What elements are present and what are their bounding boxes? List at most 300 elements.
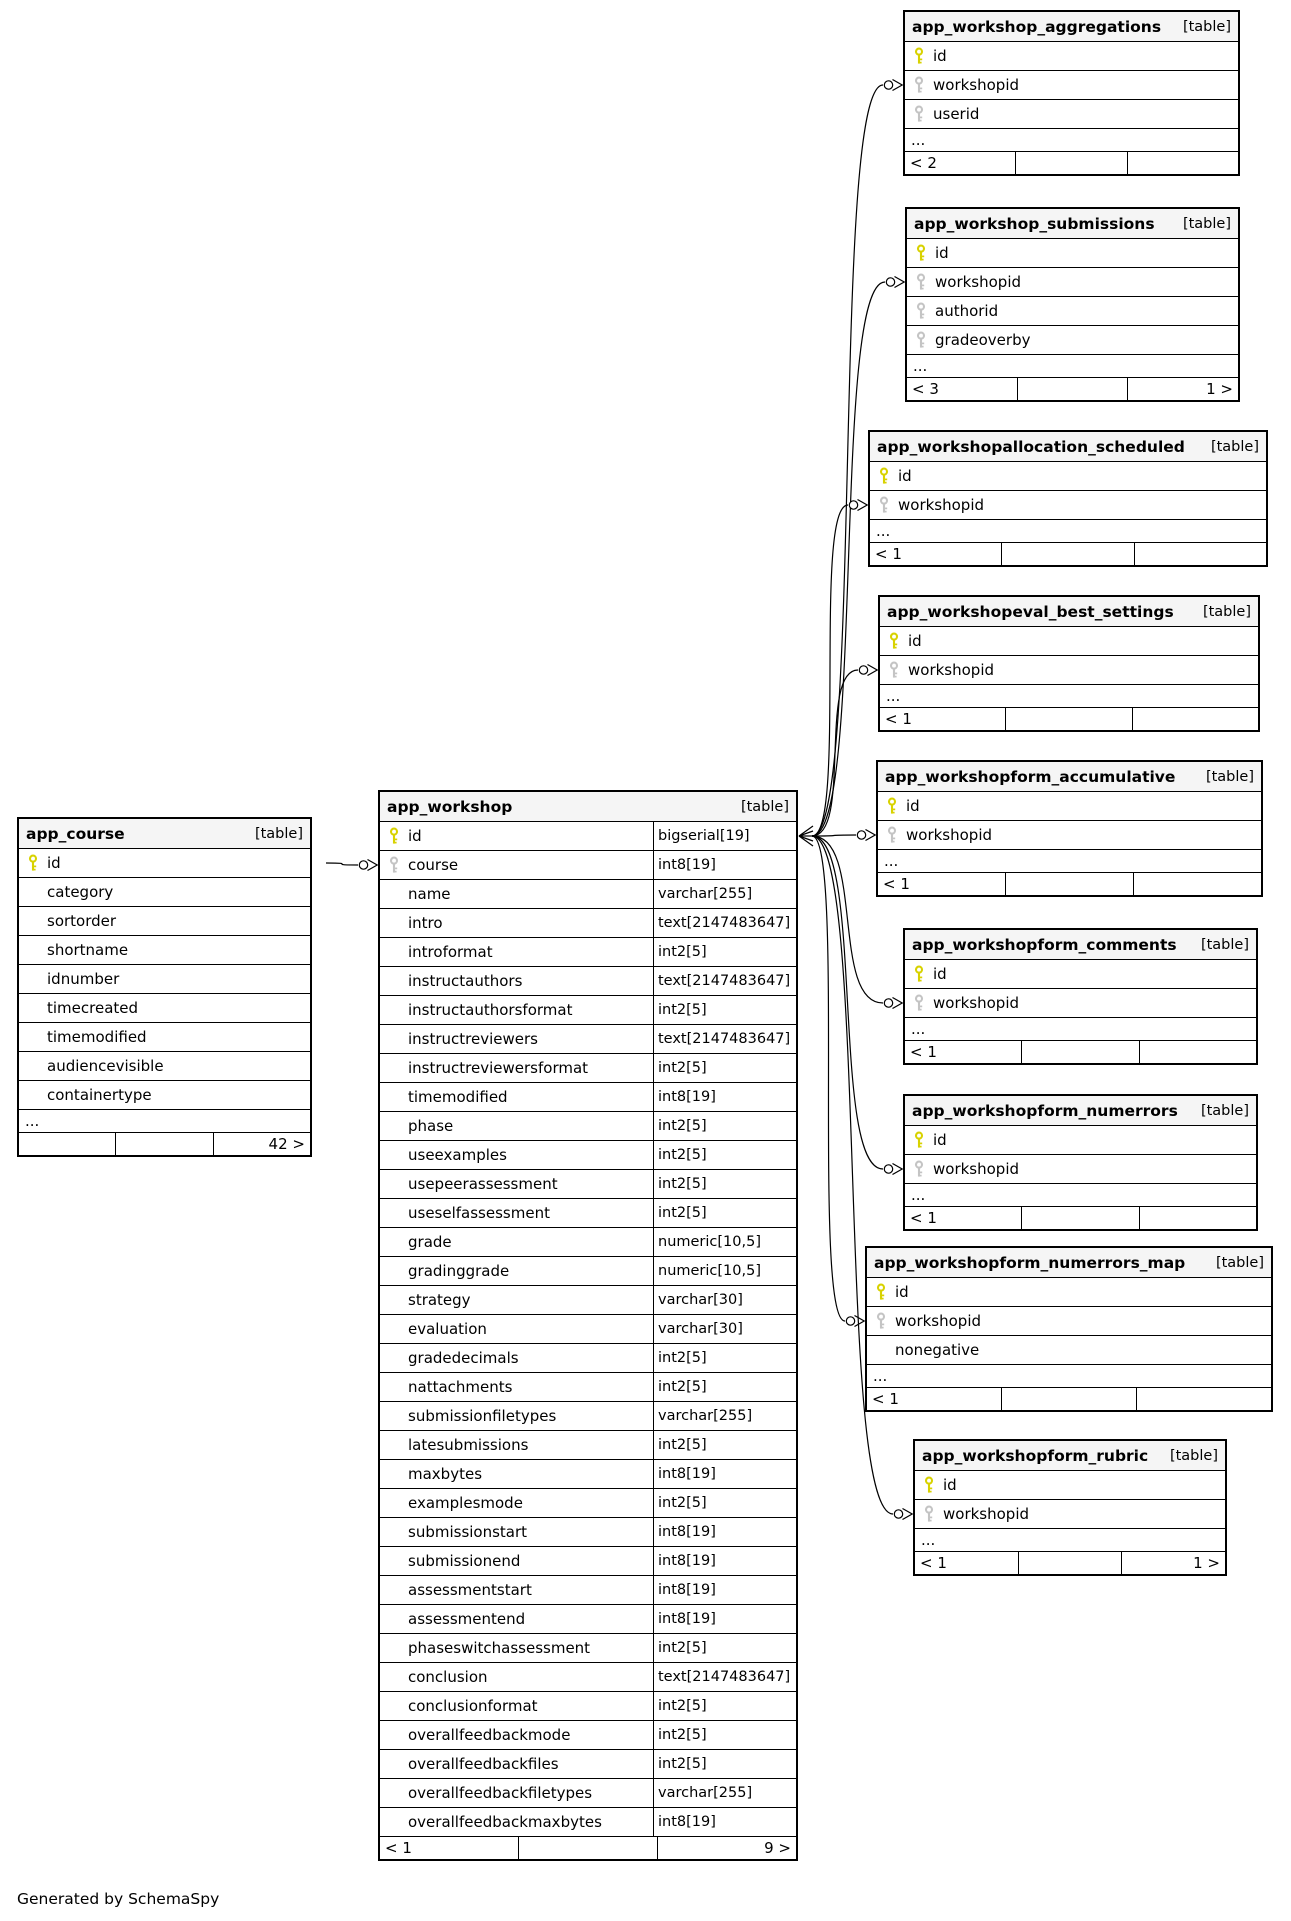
foreign-key-icon (905, 105, 933, 123)
footer-cell-mid (1001, 1388, 1136, 1410)
table-header (905, 1096, 1256, 1126)
table-header (905, 12, 1238, 42)
table-header (880, 597, 1258, 627)
table-title[interactable]: app_workshopform_numerrors_map (874, 1253, 1186, 1272)
column-name: gradeoverby (935, 331, 1031, 349)
ellipsis-row: ... (907, 355, 1238, 378)
relationship-arrowhead (893, 80, 903, 91)
column-name: workshopid (895, 1312, 982, 1330)
foreign-key-icon (907, 273, 935, 291)
column-name: submissionfiletypes (408, 1407, 557, 1425)
ellipsis-row: ... (905, 1018, 1256, 1041)
entity-table-app_workshopform_rubric[interactable] (913, 1439, 1227, 1576)
footer-cell-right (1139, 1207, 1256, 1229)
column-name: sortorder (47, 912, 117, 930)
table-header (380, 792, 796, 822)
column-name: course (408, 856, 459, 874)
column-name: category (47, 883, 114, 901)
column-name: conclusionformat (408, 1697, 538, 1715)
table-footer (915, 1552, 1225, 1574)
column-row (380, 1518, 796, 1547)
parent-arrowhead (799, 836, 813, 841)
column-row (907, 297, 1238, 326)
footer-cell-left: < 1 (872, 1390, 899, 1408)
table-tag: [table] (1205, 768, 1254, 785)
footer-cell-right: 42 > (213, 1133, 310, 1155)
relationship-line (812, 836, 893, 1514)
parent-arrowhead (799, 836, 813, 846)
column-row (867, 1278, 1271, 1307)
primary-key-icon (880, 632, 908, 650)
footer-cell-left (19, 1133, 115, 1155)
column-row (380, 1576, 796, 1605)
footer-cell-mid (115, 1133, 212, 1155)
relationship-line (812, 835, 856, 836)
table-title[interactable]: app_workshop (387, 797, 513, 816)
zero-or-many-circle (884, 1165, 892, 1173)
column-row (905, 960, 1256, 989)
footer-cell-left: < 3 (912, 380, 939, 398)
table-title[interactable]: app_workshopform_comments (912, 935, 1177, 954)
ellipsis-row: ... (19, 1110, 310, 1133)
zero-or-many-circle (857, 831, 865, 839)
table-tag: [table] (1200, 1102, 1249, 1119)
entity-table-app_workshopeval_best_settings[interactable] (878, 595, 1260, 732)
column-row (380, 1547, 796, 1576)
column-name: workshopid (898, 496, 985, 514)
column-name: workshopid (906, 826, 993, 844)
column-row (19, 994, 310, 1023)
column-type: int8[19] (653, 1605, 796, 1633)
column-row (380, 1054, 796, 1083)
table-header (915, 1441, 1225, 1471)
column-row (907, 326, 1238, 355)
column-name: id (898, 467, 912, 485)
column-type: int2[5] (653, 1199, 796, 1227)
entity-table-app_course[interactable] (17, 817, 312, 1157)
column-name: useselfassessment (408, 1204, 550, 1222)
table-header (907, 209, 1238, 239)
footer-cell-mid (1005, 873, 1133, 895)
table-tag: [table] (1200, 936, 1249, 953)
primary-key-icon (915, 1476, 943, 1494)
entity-table-app_workshop_aggregations[interactable] (903, 10, 1240, 176)
footer-cell-left: < 1 (910, 1209, 937, 1227)
column-name: workshopid (935, 273, 1022, 291)
table-title[interactable]: app_workshopform_rubric (922, 1446, 1149, 1465)
relationship-arrowhead (893, 1164, 903, 1175)
column-row (19, 965, 310, 994)
column-row (870, 491, 1266, 520)
column-type: int2[5] (653, 1054, 796, 1082)
column-row (380, 1779, 796, 1808)
column-name: assessmentstart (408, 1581, 532, 1599)
foreign-key-icon (915, 1505, 943, 1523)
primary-key-icon (867, 1283, 895, 1301)
footer-cell-mid (1018, 1552, 1122, 1574)
table-title[interactable]: app_workshopeval_best_settings (887, 602, 1174, 621)
column-name: instructreviewers (408, 1030, 538, 1048)
relationship-arrowhead (893, 998, 903, 1009)
primary-key-icon (905, 965, 933, 983)
column-name: maxbytes (408, 1465, 483, 1483)
zero-or-many-circle (894, 1510, 902, 1518)
column-row (380, 909, 796, 938)
footer-cell-left: < 1 (875, 545, 902, 563)
column-type: varchar[255] (653, 1779, 796, 1807)
column-row (380, 967, 796, 996)
primary-key-icon (878, 797, 906, 815)
ellipsis-row: ... (867, 1365, 1271, 1388)
column-row (19, 1081, 310, 1110)
column-name: id (408, 827, 422, 845)
column-row (380, 1286, 796, 1315)
column-type: int2[5] (653, 1431, 796, 1459)
column-row (380, 938, 796, 967)
column-row (19, 907, 310, 936)
footer-cell-mid (1015, 152, 1126, 174)
column-row (380, 1373, 796, 1402)
column-type: int2[5] (653, 1692, 796, 1720)
column-name: submissionstart (408, 1523, 528, 1541)
primary-key-icon (870, 467, 898, 485)
footer-cell-right (1139, 1041, 1256, 1063)
column-row (380, 1692, 796, 1721)
column-type: text[2147483647] (653, 909, 796, 937)
relationship-arrowhead (868, 665, 878, 676)
table-tag: [table] (1182, 215, 1231, 232)
column-type: int8[19] (653, 1518, 796, 1546)
table-footer (907, 378, 1238, 400)
ellipsis-row: ... (878, 850, 1261, 873)
table-title[interactable]: app_workshopform_accumulative (885, 767, 1176, 786)
zero-or-many-circle (359, 861, 367, 869)
table-tag: [table] (1202, 603, 1251, 620)
table-header (867, 1248, 1271, 1278)
footer-cell-right: 1 > (1127, 378, 1238, 400)
column-name: overallfeedbackfiles (408, 1755, 559, 1773)
column-name: id (47, 854, 61, 872)
column-row (380, 1605, 796, 1634)
footer-cell-left: < 1 (920, 1554, 947, 1572)
relationship-arrowhead (368, 860, 378, 871)
column-name: instructauthorsformat (408, 1001, 573, 1019)
column-row (380, 1025, 796, 1054)
relationship-line (812, 505, 848, 836)
relationship-arrowhead (855, 1316, 865, 1327)
column-row (380, 1170, 796, 1199)
column-name: idnumber (47, 970, 120, 988)
column-row (905, 71, 1238, 100)
column-name: id (933, 1131, 947, 1149)
primary-key-icon (905, 47, 933, 65)
zero-or-many-circle (849, 501, 857, 509)
table-footer (880, 708, 1258, 730)
column-name: workshopid (943, 1505, 1030, 1523)
relationship-arrowhead (866, 830, 876, 841)
column-type: int2[5] (653, 1112, 796, 1140)
column-row (380, 1808, 796, 1837)
column-row (878, 821, 1261, 850)
footer-cell-right (1132, 708, 1258, 730)
column-type: int2[5] (653, 996, 796, 1024)
column-name: useexamples (408, 1146, 507, 1164)
column-name: containertype (47, 1086, 152, 1104)
column-type: varchar[30] (653, 1286, 796, 1314)
relationship-arrowhead (903, 1509, 913, 1520)
column-type: int8[19] (653, 1576, 796, 1604)
footer-cell-right (1134, 543, 1266, 565)
footer-cell-right (1136, 1388, 1271, 1410)
column-name: workshopid (933, 994, 1020, 1012)
footer-cell-right: 1 > (1121, 1552, 1225, 1574)
table-tag: [table] (1182, 18, 1231, 35)
footer-cell-left: < 1 (385, 1839, 412, 1857)
column-type: bigserial[19] (653, 822, 796, 850)
column-name: usepeerassessment (408, 1175, 558, 1193)
column-name: authorid (935, 302, 999, 320)
parent-arrowhead (799, 831, 813, 836)
table-header (905, 930, 1256, 960)
column-row (19, 936, 310, 965)
column-row (19, 849, 310, 878)
foreign-key-icon (867, 1312, 895, 1330)
table-title[interactable]: app_workshopform_numerrors (912, 1101, 1178, 1120)
foreign-key-icon (878, 826, 906, 844)
column-name: timemodified (408, 1088, 508, 1106)
column-row (867, 1307, 1271, 1336)
column-row (380, 880, 796, 909)
primary-key-icon (907, 244, 935, 262)
column-row (880, 656, 1258, 685)
ellipsis-row: ... (870, 520, 1266, 543)
column-type: varchar[255] (653, 880, 796, 908)
column-name: nonegative (895, 1341, 980, 1359)
zero-or-many-circle (884, 81, 892, 89)
column-name: timecreated (47, 999, 139, 1017)
foreign-key-icon (905, 1160, 933, 1178)
relationship-arrowhead (858, 500, 868, 511)
column-type: int2[5] (653, 1750, 796, 1778)
column-row (380, 996, 796, 1025)
table-title[interactable]: app_workshop_submissions (914, 214, 1155, 233)
column-row (880, 627, 1258, 656)
column-type: int2[5] (653, 1721, 796, 1749)
column-type: int2[5] (653, 938, 796, 966)
zero-or-many-circle (886, 278, 894, 286)
footer-cell-mid (1021, 1041, 1138, 1063)
column-row (380, 851, 796, 880)
column-name: id (908, 632, 922, 650)
column-name: overallfeedbackmaxbytes (408, 1813, 602, 1831)
column-row (19, 1023, 310, 1052)
foreign-key-icon (907, 302, 935, 320)
column-row (380, 1663, 796, 1692)
column-name: id (933, 47, 947, 65)
table-footer (905, 1207, 1256, 1229)
table-footer (380, 1837, 796, 1859)
entity-table-app_workshopallocation_scheduled[interactable] (868, 430, 1268, 567)
footer-cell-left: < 1 (885, 710, 912, 728)
ellipsis-row: ... (880, 685, 1258, 708)
footer-cell-mid (1005, 708, 1131, 730)
column-row (380, 1112, 796, 1141)
column-name: id (906, 797, 920, 815)
column-row (380, 1228, 796, 1257)
column-name: id (933, 965, 947, 983)
table-tag: [table] (254, 825, 303, 842)
table-header (19, 819, 310, 849)
column-row (380, 1141, 796, 1170)
column-name: workshopid (933, 1160, 1020, 1178)
column-row (905, 1155, 1256, 1184)
column-name: timemodified (47, 1028, 147, 1046)
column-row (905, 100, 1238, 129)
column-row (380, 1634, 796, 1663)
column-name: evaluation (408, 1320, 487, 1338)
column-type: int8[19] (653, 1460, 796, 1488)
entity-table-app_workshopform_numerrors[interactable] (903, 1094, 1258, 1231)
column-name: overallfeedbackmode (408, 1726, 571, 1744)
column-name: intro (408, 914, 443, 932)
column-name: phaseswitchassessment (408, 1639, 591, 1657)
ellipsis-row: ... (905, 1184, 1256, 1207)
footer-cell-right (1127, 152, 1238, 174)
table-footer (905, 152, 1238, 174)
ellipsis-row: ... (915, 1529, 1225, 1552)
footer-cell-right: 9 > (657, 1837, 796, 1859)
table-footer (878, 873, 1261, 895)
foreign-key-icon (905, 994, 933, 1012)
column-row (19, 878, 310, 907)
column-type: text[2147483647] (653, 1025, 796, 1053)
column-row (380, 1344, 796, 1373)
column-name: submissionend (408, 1552, 521, 1570)
column-row (380, 1315, 796, 1344)
zero-or-many-circle (846, 1317, 854, 1325)
column-name: instructauthors (408, 972, 523, 990)
primary-key-icon (380, 827, 408, 845)
column-type: numeric[10,5] (653, 1228, 796, 1256)
column-row (915, 1500, 1225, 1529)
column-type: varchar[255] (653, 1402, 796, 1430)
column-name: introformat (408, 943, 493, 961)
column-name: instructreviewersformat (408, 1059, 589, 1077)
column-name: gradedecimals (408, 1349, 519, 1367)
foreign-key-icon (905, 76, 933, 94)
column-name: strategy (408, 1291, 471, 1309)
parent-arrowhead (799, 826, 813, 836)
column-name: nattachments (408, 1378, 513, 1396)
column-row (380, 822, 796, 851)
column-name: conclusion (408, 1668, 488, 1686)
column-row (380, 1257, 796, 1286)
table-header (870, 432, 1266, 462)
relationship-line (812, 836, 883, 1169)
column-name: gradinggrade (408, 1262, 510, 1280)
column-row (380, 1750, 796, 1779)
table-tag: [table] (1215, 1254, 1264, 1271)
entity-table-app_workshopform_comments[interactable] (903, 928, 1258, 1065)
footer-cell-mid (1017, 378, 1128, 400)
primary-key-icon (905, 1131, 933, 1149)
column-name: overallfeedbackfiletypes (408, 1784, 593, 1802)
column-row (380, 1199, 796, 1228)
column-type: text[2147483647] (653, 967, 796, 995)
column-row (915, 1471, 1225, 1500)
column-name: id (895, 1283, 909, 1301)
generated-by-note: Generated by SchemaSpy (17, 1890, 220, 1908)
column-row (19, 1052, 310, 1081)
zero-or-many-circle (884, 999, 892, 1007)
footer-cell-left: < 1 (883, 875, 910, 893)
column-type: text[2147483647] (653, 1663, 796, 1691)
column-name: audiencevisible (47, 1057, 164, 1075)
table-footer (867, 1388, 1271, 1410)
column-row (380, 1083, 796, 1112)
column-row (380, 1460, 796, 1489)
column-row (380, 1431, 796, 1460)
column-name: workshopid (933, 76, 1020, 94)
entity-table-app_workshop_submissions[interactable] (905, 207, 1240, 402)
column-name: assessmentend (408, 1610, 526, 1628)
table-footer (870, 543, 1266, 565)
column-name: latesubmissions (408, 1436, 529, 1454)
table-footer (19, 1133, 310, 1155)
column-name: workshopid (908, 661, 995, 679)
column-row (905, 42, 1238, 71)
foreign-key-icon (880, 661, 908, 679)
column-name: examplesmode (408, 1494, 523, 1512)
column-row (905, 989, 1256, 1018)
foreign-key-icon (870, 496, 898, 514)
entity-table-app_workshop[interactable] (378, 790, 798, 1861)
primary-key-icon (19, 854, 47, 872)
relationship-arrowhead (895, 277, 905, 288)
column-type: int2[5] (653, 1373, 796, 1401)
table-title[interactable]: app_workshop_aggregations (912, 17, 1162, 36)
table-title[interactable]: app_workshopallocation_scheduled (877, 437, 1185, 456)
entity-table-app_workshopform_accumulative[interactable] (876, 760, 1263, 897)
foreign-key-icon (380, 856, 408, 874)
column-row (907, 268, 1238, 297)
column-type: int8[19] (653, 1547, 796, 1575)
column-name: name (408, 885, 451, 903)
column-row (867, 1336, 1271, 1365)
column-row (380, 1721, 796, 1750)
table-header (878, 762, 1261, 792)
column-row (907, 239, 1238, 268)
column-name: grade (408, 1233, 452, 1251)
table-footer (905, 1041, 1256, 1063)
table-tag: [table] (1169, 1447, 1218, 1464)
entity-table-app_workshopform_numerrors_map[interactable] (865, 1246, 1273, 1412)
column-name: userid (933, 105, 980, 123)
footer-cell-left: < 1 (910, 1043, 937, 1061)
column-name: phase (408, 1117, 454, 1135)
relationship-line (326, 863, 358, 865)
column-row (380, 1489, 796, 1518)
table-title[interactable]: app_course (26, 824, 125, 843)
column-row (878, 792, 1261, 821)
footer-cell-right (1133, 873, 1261, 895)
column-type: int2[5] (653, 1489, 796, 1517)
ellipsis-row: ... (905, 129, 1238, 152)
column-type: int2[5] (653, 1170, 796, 1198)
table-tag: [table] (740, 798, 789, 815)
column-type: int2[5] (653, 1141, 796, 1169)
column-row (870, 462, 1266, 491)
